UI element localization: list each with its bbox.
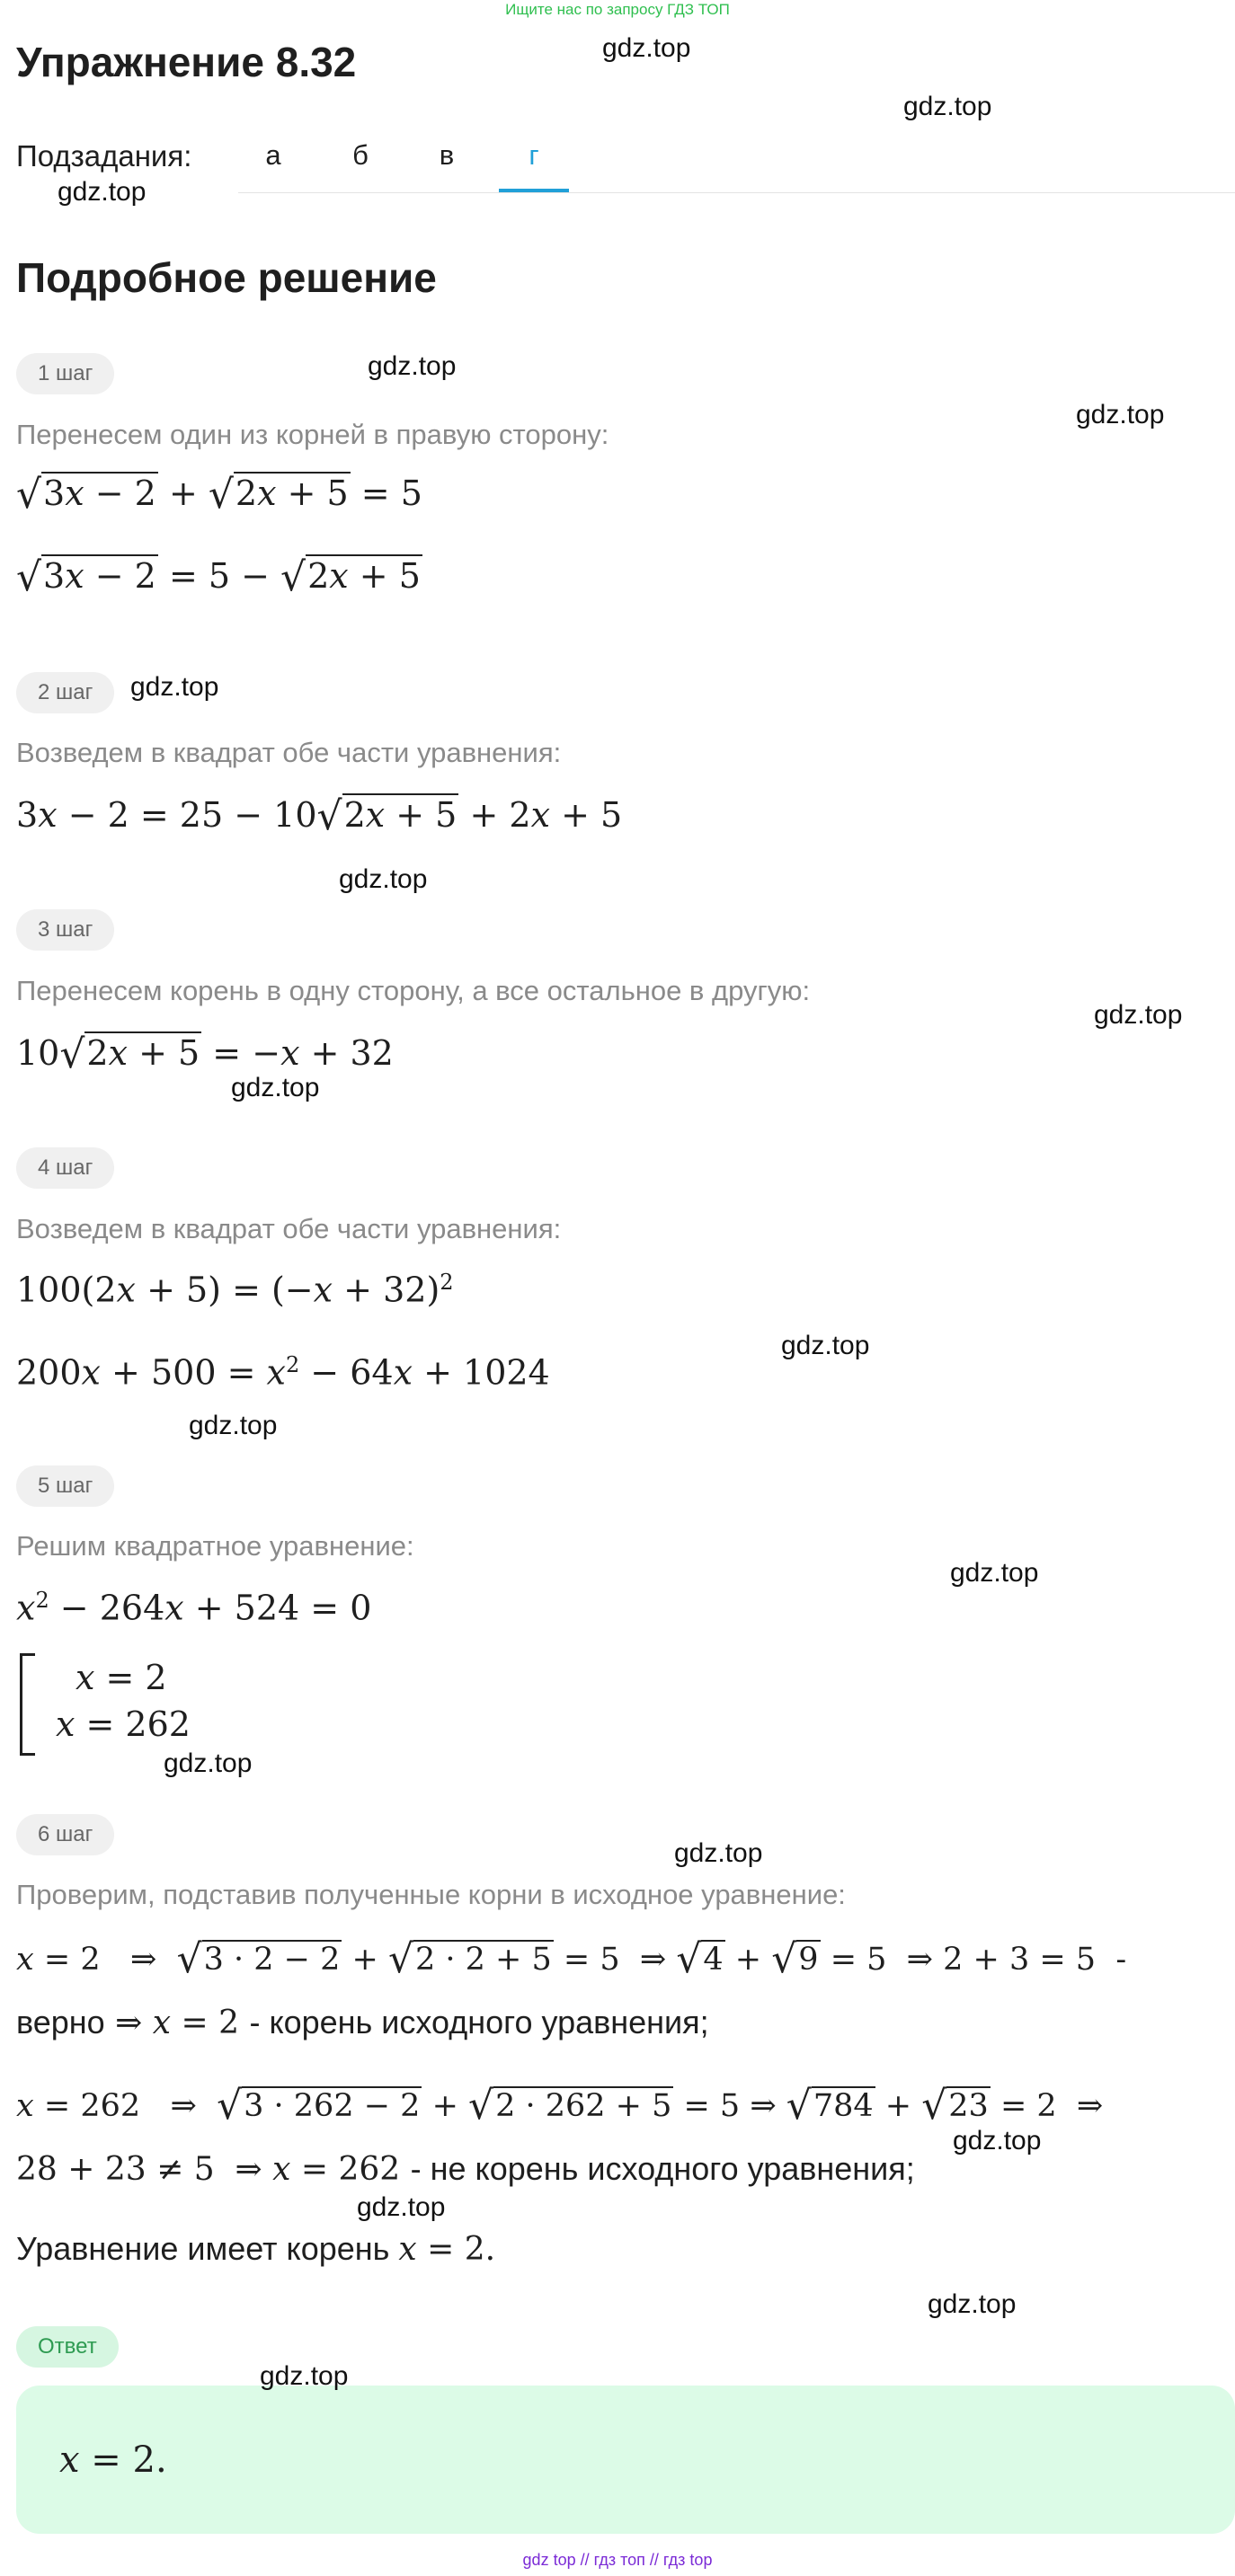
answer-value: x = 2.	[59, 2439, 167, 2481]
tab-b[interactable]: б	[352, 139, 369, 171]
step-1-desc: Перенесем один из корней в правую сторону:	[16, 419, 609, 450]
step-3-badge: 3 шаг	[16, 909, 114, 951]
step-6-desc: Проверим, подставив полученные корни в исходное уравнение:	[16, 1879, 846, 1910]
step-2-desc: Возведем в квадрат обе части уравнения:	[16, 737, 562, 768]
watermark: gdz.top	[357, 2192, 446, 2222]
check-1-verno: верно	[16, 2004, 105, 2040]
system-bracket	[20, 1653, 35, 1756]
subtasks-label: Подзадания:	[16, 139, 192, 173]
step-4-eq-1: $100(2x + 5) = (-x + 32)^2$	[16, 1270, 454, 1310]
root-2: x = 262	[56, 1704, 191, 1744]
tab-g[interactable]: г	[529, 139, 539, 171]
watermark: gdz.top	[781, 1331, 870, 1360]
step-4-desc: Возведем в квадрат обе части уравнения:	[16, 1213, 562, 1244]
check-1-eq: x = 2 ⇒ √3 · 2 − 2 + √2 · 2 + 5 = 5 ⇒ √4 + √9 = 5 ⇒ 2 + 3 = 5 -	[16, 1936, 1127, 1982]
watermark: gdz.top	[953, 2126, 1042, 2156]
check-2-eq: x = 262 ⇒ √3 · 262 − 2 + √2 · 262 + 5 = 5 ⇒ √784 + √23 = 2 ⇒	[16, 2083, 1104, 2129]
step-2-badge: 2 шаг	[16, 672, 114, 713]
root-1: x = 2	[76, 1658, 167, 1697]
watermark: gdz.top	[950, 1558, 1039, 1588]
watermark: gdz.top	[164, 1748, 253, 1778]
solution-heading: Подробное решение	[16, 254, 437, 301]
answer-box	[16, 2386, 1235, 2534]
step-4-badge: 4 шаг	[16, 1147, 114, 1189]
check-2-result: 28 + 23 ≠ 5 ⇒ x = 262 - не корень исходного уравнения;	[16, 2150, 915, 2188]
watermark: gdz.top	[602, 33, 691, 63]
conclusion-text: Уравнение имеет корень	[16, 2230, 390, 2267]
check-2-note: - не корень исходного уравнения;	[410, 2150, 915, 2187]
top-banner: Ищите нас по запросу ГДЗ ТОП	[505, 1, 730, 18]
footer-links[interactable]: gdz top // гдз топ // гдз top	[522, 2551, 713, 2569]
conclusion: Уравнение имеет корень x = 2.	[16, 2230, 496, 2268]
watermark: gdz.top	[368, 351, 457, 381]
tab-a[interactable]: а	[265, 139, 281, 171]
step-5-desc: Решим квадратное уравнение:	[16, 1530, 414, 1562]
step-4-eq-2: $200x + 500 = x^2 - 64x + 1024$	[16, 1352, 550, 1393]
watermark: gdz.top	[58, 177, 147, 207]
active-tab-indicator	[499, 189, 569, 192]
step-1-eq-2: √3x − 2 = 5 − √2x + 5	[16, 554, 421, 600]
tabs-divider	[238, 192, 1235, 193]
watermark: gdz.top	[231, 1073, 320, 1102]
step-6-badge: 6 шаг	[16, 1814, 114, 1855]
page-title: Упражнение 8.32	[16, 39, 357, 85]
step-2-eq: 3x − 2 = 25 − 10√2x + 5 + 2x + 5	[16, 793, 623, 839]
tab-v[interactable]: в	[439, 139, 455, 171]
step-1-eq-1: √3x − 2 + √2x + 5 = 5	[16, 472, 422, 518]
watermark: gdz.top	[1094, 1000, 1183, 1030]
check-1-result: верно ⇒ x = 2 - корень исходного уравнения;	[16, 2004, 709, 2041]
check-1-note: - корень исходного уравнения;	[249, 2004, 709, 2040]
step-5-eq: $x^2 - 264x + 524 = 0$	[16, 1588, 372, 1628]
step-5-badge: 5 шаг	[16, 1465, 114, 1507]
answer-badge: Ответ	[16, 2326, 119, 2368]
step-3-eq: 10√2x + 5 = −x + 32	[16, 1031, 394, 1077]
watermark: gdz.top	[130, 672, 219, 702]
step-3-desc: Перенесем корень в одну сторону, а все остальное в другую:	[16, 975, 811, 1006]
watermark: gdz.top	[903, 92, 992, 121]
watermark: gdz.top	[1076, 400, 1165, 429]
watermark: gdz.top	[260, 2361, 349, 2391]
step-1-badge: 1 шаг	[16, 353, 114, 394]
watermark: gdz.top	[189, 1411, 278, 1440]
watermark: gdz.top	[339, 864, 428, 894]
watermark: gdz.top	[674, 1838, 763, 1868]
watermark: gdz.top	[928, 2289, 1017, 2319]
